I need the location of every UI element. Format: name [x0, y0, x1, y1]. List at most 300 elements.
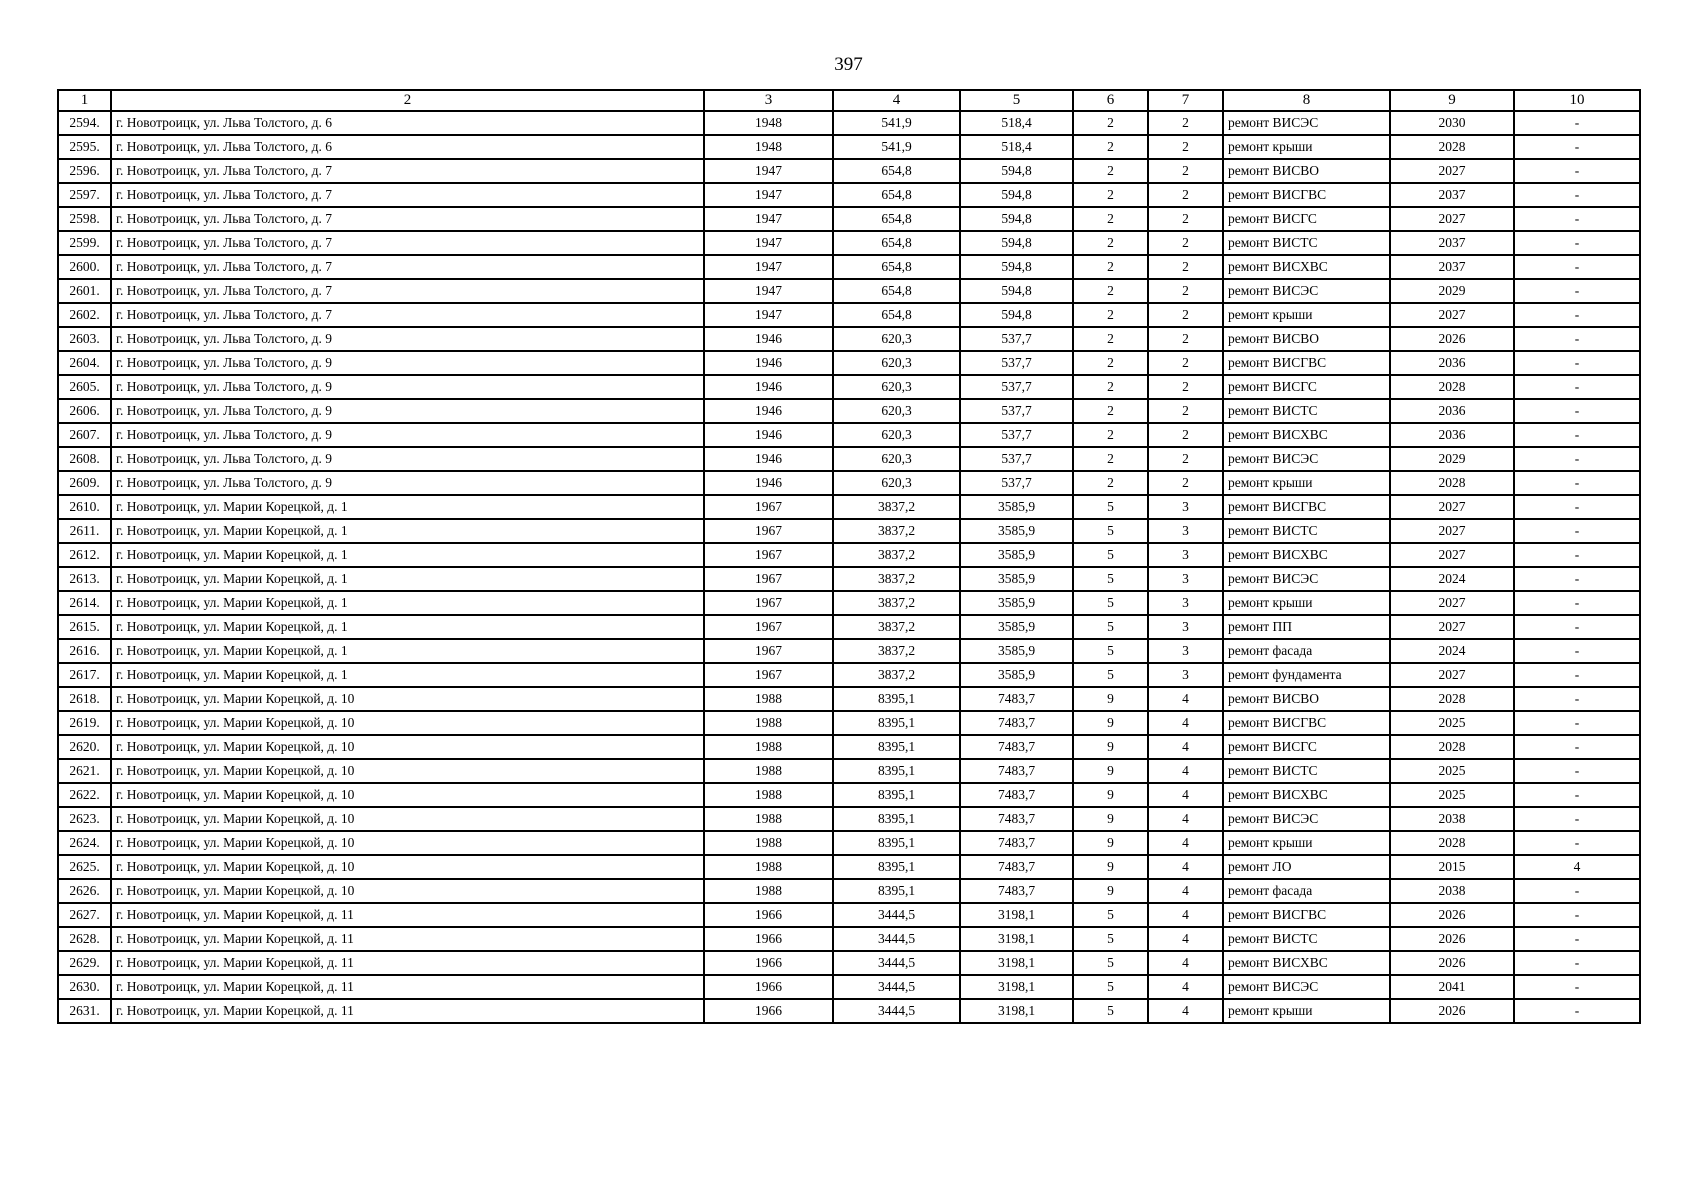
build-year-cell: 1947: [704, 183, 833, 207]
floors-cell: 5: [1073, 591, 1148, 615]
address-cell: г. Новотроицк, ул. Льва Толстого, д. 9: [111, 327, 704, 351]
living-area-cell: 3198,1: [960, 927, 1073, 951]
note-cell: -: [1514, 231, 1640, 255]
table-row: [58, 807, 1640, 831]
note-cell: -: [1514, 543, 1640, 567]
entrances-cell: 4: [1148, 831, 1223, 855]
table-row: [58, 351, 1640, 375]
build-year-cell: 1947: [704, 207, 833, 231]
total-area-cell: 3444,5: [833, 951, 960, 975]
living-area-cell: 594,8: [960, 159, 1073, 183]
planned-year-cell: 2037: [1390, 231, 1514, 255]
work-type-cell: ремонт ВИСТС: [1223, 399, 1390, 423]
total-area-cell: 3444,5: [833, 927, 960, 951]
entrances-cell: 3: [1148, 615, 1223, 639]
planned-year-cell: 2015: [1390, 855, 1514, 879]
work-type-cell: ремонт фундамента: [1223, 663, 1390, 687]
living-area-cell: 537,7: [960, 423, 1073, 447]
address-cell: г. Новотроицк, ул. Льва Толстого, д. 7: [111, 279, 704, 303]
entrances-cell: 4: [1148, 711, 1223, 735]
living-area-cell: 594,8: [960, 279, 1073, 303]
table-row: [58, 831, 1640, 855]
row-number-cell: 2628.: [58, 927, 111, 951]
work-type-cell: ремонт ВИСГВС: [1223, 183, 1390, 207]
total-area-cell: 3444,5: [833, 975, 960, 999]
table-row: [58, 903, 1640, 927]
work-type-cell: ремонт ВИСВО: [1223, 687, 1390, 711]
entrances-cell: 2: [1148, 207, 1223, 231]
address-cell: г. Новотроицк, ул. Льва Толстого, д. 7: [111, 303, 704, 327]
entrances-cell: 3: [1148, 519, 1223, 543]
table-body: [58, 111, 1640, 1023]
build-year-cell: 1946: [704, 327, 833, 351]
table-row: [58, 111, 1640, 135]
note-cell: -: [1514, 375, 1640, 399]
note-cell: -: [1514, 783, 1640, 807]
floors-cell: 5: [1073, 519, 1148, 543]
planned-year-cell: 2027: [1390, 159, 1514, 183]
total-area-cell: 8395,1: [833, 687, 960, 711]
note-cell: -: [1514, 423, 1640, 447]
living-area-cell: 3585,9: [960, 615, 1073, 639]
row-number-cell: 2627.: [58, 903, 111, 927]
build-year-cell: 1966: [704, 927, 833, 951]
planned-year-cell: 2037: [1390, 183, 1514, 207]
row-number-cell: 2617.: [58, 663, 111, 687]
build-year-cell: 1946: [704, 447, 833, 471]
floors-cell: 5: [1073, 567, 1148, 591]
row-number-cell: 2626.: [58, 879, 111, 903]
build-year-cell: 1967: [704, 639, 833, 663]
build-year-cell: 1947: [704, 279, 833, 303]
total-area-cell: 3837,2: [833, 543, 960, 567]
work-type-cell: ремонт ВИСТС: [1223, 759, 1390, 783]
work-type-cell: ремонт ЛО: [1223, 855, 1390, 879]
work-type-cell: ремонт крыши: [1223, 591, 1390, 615]
col-1-header: 1: [58, 90, 111, 111]
planned-year-cell: 2028: [1390, 687, 1514, 711]
note-cell: 4: [1514, 855, 1640, 879]
row-number-cell: 2611.: [58, 519, 111, 543]
address-cell: г. Новотроицк, ул. Льва Толстого, д. 7: [111, 255, 704, 279]
work-type-cell: ремонт крыши: [1223, 135, 1390, 159]
row-number-cell: 2598.: [58, 207, 111, 231]
floors-cell: 2: [1073, 135, 1148, 159]
table-row: [58, 711, 1640, 735]
total-area-cell: 8395,1: [833, 807, 960, 831]
build-year-cell: 1967: [704, 663, 833, 687]
address-cell: г. Новотроицк, ул. Марии Корецкой, д. 10: [111, 759, 704, 783]
work-type-cell: ремонт ВИСЭС: [1223, 447, 1390, 471]
entrances-cell: 4: [1148, 687, 1223, 711]
entrances-cell: 2: [1148, 351, 1223, 375]
col-8-header: 8: [1223, 90, 1390, 111]
work-type-cell: ремонт ВИСГС: [1223, 207, 1390, 231]
total-area-cell: 620,3: [833, 375, 960, 399]
planned-year-cell: 2041: [1390, 975, 1514, 999]
planned-year-cell: 2026: [1390, 999, 1514, 1023]
row-number-cell: 2603.: [58, 327, 111, 351]
work-type-cell: ремонт ВИСГВС: [1223, 495, 1390, 519]
table-row: [58, 399, 1640, 423]
table-row: [58, 375, 1640, 399]
entrances-cell: 2: [1148, 135, 1223, 159]
build-year-cell: 1947: [704, 255, 833, 279]
living-area-cell: 3585,9: [960, 663, 1073, 687]
entrances-cell: 2: [1148, 423, 1223, 447]
note-cell: -: [1514, 495, 1640, 519]
living-area-cell: 537,7: [960, 471, 1073, 495]
living-area-cell: 518,4: [960, 111, 1073, 135]
row-number-cell: 2613.: [58, 567, 111, 591]
address-cell: г. Новотроицк, ул. Марии Корецкой, д. 10: [111, 831, 704, 855]
entrances-cell: 2: [1148, 111, 1223, 135]
note-cell: -: [1514, 207, 1640, 231]
table-row: [58, 159, 1640, 183]
note-cell: -: [1514, 183, 1640, 207]
entrances-cell: 2: [1148, 327, 1223, 351]
col-4-header: 4: [833, 90, 960, 111]
floors-cell: 5: [1073, 615, 1148, 639]
work-type-cell: ремонт ВИСГС: [1223, 735, 1390, 759]
row-number-cell: 2595.: [58, 135, 111, 159]
address-cell: г. Новотроицк, ул. Марии Корецкой, д. 1: [111, 543, 704, 567]
floors-cell: 9: [1073, 807, 1148, 831]
work-type-cell: ремонт ВИСХВС: [1223, 951, 1390, 975]
planned-year-cell: 2036: [1390, 423, 1514, 447]
living-area-cell: 7483,7: [960, 831, 1073, 855]
col-2-header: 2: [111, 90, 704, 111]
work-type-cell: ремонт ВИСЭС: [1223, 279, 1390, 303]
work-type-cell: ремонт ВИСЭС: [1223, 111, 1390, 135]
floors-cell: 9: [1073, 759, 1148, 783]
build-year-cell: 1988: [704, 879, 833, 903]
planned-year-cell: 2028: [1390, 375, 1514, 399]
build-year-cell: 1947: [704, 231, 833, 255]
row-number-cell: 2618.: [58, 687, 111, 711]
total-area-cell: 541,9: [833, 135, 960, 159]
build-year-cell: 1988: [704, 687, 833, 711]
build-year-cell: 1967: [704, 615, 833, 639]
note-cell: -: [1514, 927, 1640, 951]
row-number-cell: 2623.: [58, 807, 111, 831]
address-cell: г. Новотроицк, ул. Марии Корецкой, д. 11: [111, 975, 704, 999]
living-area-cell: 537,7: [960, 399, 1073, 423]
living-area-cell: 518,4: [960, 135, 1073, 159]
build-year-cell: 1946: [704, 375, 833, 399]
work-type-cell: ремонт ВИСТС: [1223, 927, 1390, 951]
total-area-cell: 3837,2: [833, 495, 960, 519]
row-number-cell: 2601.: [58, 279, 111, 303]
floors-cell: 5: [1073, 903, 1148, 927]
floors-cell: 9: [1073, 831, 1148, 855]
note-cell: -: [1514, 591, 1640, 615]
planned-year-cell: 2025: [1390, 783, 1514, 807]
row-number-cell: 2630.: [58, 975, 111, 999]
build-year-cell: 1967: [704, 567, 833, 591]
row-number-cell: 2606.: [58, 399, 111, 423]
planned-year-cell: 2028: [1390, 135, 1514, 159]
table-row: [58, 543, 1640, 567]
floors-cell: 9: [1073, 879, 1148, 903]
living-area-cell: 3585,9: [960, 639, 1073, 663]
address-cell: г. Новотроицк, ул. Льва Толстого, д. 9: [111, 399, 704, 423]
note-cell: -: [1514, 735, 1640, 759]
planned-year-cell: 2027: [1390, 615, 1514, 639]
address-cell: г. Новотроицк, ул. Марии Корецкой, д. 1: [111, 591, 704, 615]
floors-cell: 9: [1073, 783, 1148, 807]
floors-cell: 5: [1073, 975, 1148, 999]
build-year-cell: 1946: [704, 351, 833, 375]
total-area-cell: 654,8: [833, 231, 960, 255]
row-number-cell: 2622.: [58, 783, 111, 807]
note-cell: -: [1514, 519, 1640, 543]
total-area-cell: 3444,5: [833, 999, 960, 1023]
note-cell: -: [1514, 351, 1640, 375]
col-6-header: 6: [1073, 90, 1148, 111]
table-row: [58, 735, 1640, 759]
address-cell: г. Новотроицк, ул. Марии Корецкой, д. 1: [111, 663, 704, 687]
row-number-cell: 2631.: [58, 999, 111, 1023]
table-row: [58, 687, 1640, 711]
living-area-cell: 7483,7: [960, 711, 1073, 735]
header-row: [58, 90, 1640, 111]
table-row: [58, 999, 1640, 1023]
entrances-cell: 2: [1148, 303, 1223, 327]
address-cell: г. Новотроицк, ул. Марии Корецкой, д. 11: [111, 951, 704, 975]
build-year-cell: 1967: [704, 495, 833, 519]
planned-year-cell: 2030: [1390, 111, 1514, 135]
build-year-cell: 1988: [704, 783, 833, 807]
address-cell: г. Новотроицк, ул. Льва Толстого, д. 7: [111, 231, 704, 255]
note-cell: -: [1514, 975, 1640, 999]
living-area-cell: 594,8: [960, 231, 1073, 255]
row-number-cell: 2621.: [58, 759, 111, 783]
build-year-cell: 1966: [704, 975, 833, 999]
address-cell: г. Новотроицк, ул. Марии Корецкой, д. 10: [111, 879, 704, 903]
table-row: [58, 135, 1640, 159]
living-area-cell: 3198,1: [960, 951, 1073, 975]
work-type-cell: ремонт ВИСВО: [1223, 327, 1390, 351]
total-area-cell: 654,8: [833, 255, 960, 279]
entrances-cell: 4: [1148, 999, 1223, 1023]
col-5-header: 5: [960, 90, 1073, 111]
total-area-cell: 3837,2: [833, 567, 960, 591]
row-number-cell: 2608.: [58, 447, 111, 471]
table-row: [58, 327, 1640, 351]
entrances-cell: 4: [1148, 855, 1223, 879]
build-year-cell: 1967: [704, 591, 833, 615]
floors-cell: 5: [1073, 495, 1148, 519]
address-cell: г. Новотроицк, ул. Марии Корецкой, д. 10: [111, 855, 704, 879]
total-area-cell: 3837,2: [833, 615, 960, 639]
floors-cell: 2: [1073, 279, 1148, 303]
entrances-cell: 4: [1148, 783, 1223, 807]
floors-cell: 2: [1073, 303, 1148, 327]
planned-year-cell: 2024: [1390, 567, 1514, 591]
table-row: [58, 279, 1640, 303]
address-cell: г. Новотроицк, ул. Марии Корецкой, д. 1: [111, 615, 704, 639]
entrances-cell: 4: [1148, 927, 1223, 951]
work-type-cell: ремонт фасада: [1223, 639, 1390, 663]
living-area-cell: 3585,9: [960, 519, 1073, 543]
total-area-cell: 620,3: [833, 423, 960, 447]
planned-year-cell: 2026: [1390, 927, 1514, 951]
planned-year-cell: 2036: [1390, 399, 1514, 423]
row-number-cell: 2599.: [58, 231, 111, 255]
build-year-cell: 1988: [704, 711, 833, 735]
work-type-cell: ремонт ПП: [1223, 615, 1390, 639]
build-year-cell: 1946: [704, 399, 833, 423]
living-area-cell: 7483,7: [960, 807, 1073, 831]
total-area-cell: 8395,1: [833, 831, 960, 855]
entrances-cell: 2: [1148, 279, 1223, 303]
table-row: [58, 855, 1640, 879]
work-type-cell: ремонт ВИСЭС: [1223, 567, 1390, 591]
row-number-cell: 2604.: [58, 351, 111, 375]
total-area-cell: 620,3: [833, 327, 960, 351]
build-year-cell: 1948: [704, 111, 833, 135]
living-area-cell: 7483,7: [960, 687, 1073, 711]
floors-cell: 9: [1073, 711, 1148, 735]
table-row: [58, 303, 1640, 327]
total-area-cell: 620,3: [833, 447, 960, 471]
note-cell: -: [1514, 111, 1640, 135]
row-number-cell: 2619.: [58, 711, 111, 735]
work-type-cell: ремонт крыши: [1223, 471, 1390, 495]
planned-year-cell: 2027: [1390, 303, 1514, 327]
floors-cell: 5: [1073, 639, 1148, 663]
living-area-cell: 3585,9: [960, 591, 1073, 615]
address-cell: г. Новотроицк, ул. Марии Корецкой, д. 1: [111, 495, 704, 519]
col-3-header: 3: [704, 90, 833, 111]
work-type-cell: ремонт ВИСХВС: [1223, 423, 1390, 447]
planned-year-cell: 2026: [1390, 951, 1514, 975]
living-area-cell: 3585,9: [960, 567, 1073, 591]
entrances-cell: 4: [1148, 759, 1223, 783]
floors-cell: 2: [1073, 351, 1148, 375]
note-cell: -: [1514, 159, 1640, 183]
total-area-cell: 654,8: [833, 159, 960, 183]
living-area-cell: 3585,9: [960, 543, 1073, 567]
note-cell: -: [1514, 711, 1640, 735]
living-area-cell: 3198,1: [960, 975, 1073, 999]
build-year-cell: 1988: [704, 759, 833, 783]
note-cell: -: [1514, 999, 1640, 1023]
row-number-cell: 2629.: [58, 951, 111, 975]
planned-year-cell: 2026: [1390, 903, 1514, 927]
work-type-cell: ремонт ВИСТС: [1223, 519, 1390, 543]
address-cell: г. Новотроицк, ул. Марии Корецкой, д. 10: [111, 687, 704, 711]
table-row: [58, 759, 1640, 783]
row-number-cell: 2625.: [58, 855, 111, 879]
total-area-cell: 3837,2: [833, 519, 960, 543]
entrances-cell: 4: [1148, 879, 1223, 903]
entrances-cell: 4: [1148, 735, 1223, 759]
total-area-cell: 654,8: [833, 183, 960, 207]
entrances-cell: 3: [1148, 495, 1223, 519]
address-cell: г. Новотроицк, ул. Льва Толстого, д. 7: [111, 159, 704, 183]
table-row: [58, 207, 1640, 231]
note-cell: -: [1514, 615, 1640, 639]
row-number-cell: 2614.: [58, 591, 111, 615]
floors-cell: 5: [1073, 951, 1148, 975]
planned-year-cell: 2027: [1390, 495, 1514, 519]
table-row: [58, 495, 1640, 519]
address-cell: г. Новотроицк, ул. Марии Корецкой, д. 10: [111, 807, 704, 831]
total-area-cell: 3837,2: [833, 591, 960, 615]
floors-cell: 2: [1073, 471, 1148, 495]
entrances-cell: 3: [1148, 591, 1223, 615]
total-area-cell: 620,3: [833, 351, 960, 375]
total-area-cell: 8395,1: [833, 759, 960, 783]
work-type-cell: ремонт ВИСХВС: [1223, 543, 1390, 567]
row-number-cell: 2615.: [58, 615, 111, 639]
floors-cell: 9: [1073, 735, 1148, 759]
note-cell: -: [1514, 567, 1640, 591]
address-cell: г. Новотроицк, ул. Марии Корецкой, д. 10: [111, 711, 704, 735]
work-type-cell: ремонт ВИСХВС: [1223, 783, 1390, 807]
address-cell: г. Новотроицк, ул. Марии Корецкой, д. 10: [111, 783, 704, 807]
table-row: [58, 183, 1640, 207]
build-year-cell: 1988: [704, 735, 833, 759]
living-area-cell: 7483,7: [960, 855, 1073, 879]
note-cell: -: [1514, 279, 1640, 303]
planned-year-cell: 2026: [1390, 327, 1514, 351]
note-cell: -: [1514, 471, 1640, 495]
note-cell: -: [1514, 759, 1640, 783]
entrances-cell: 3: [1148, 567, 1223, 591]
address-cell: г. Новотроицк, ул. Льва Толстого, д. 6: [111, 135, 704, 159]
planned-year-cell: 2038: [1390, 807, 1514, 831]
table-row: [58, 567, 1640, 591]
planned-year-cell: 2025: [1390, 759, 1514, 783]
note-cell: -: [1514, 639, 1640, 663]
work-type-cell: ремонт ВИСГВС: [1223, 903, 1390, 927]
planned-year-cell: 2028: [1390, 831, 1514, 855]
address-cell: г. Новотроицк, ул. Марии Корецкой, д. 11: [111, 903, 704, 927]
note-cell: -: [1514, 399, 1640, 423]
planned-year-cell: 2028: [1390, 735, 1514, 759]
work-type-cell: ремонт ВИСГВС: [1223, 351, 1390, 375]
table-row: [58, 663, 1640, 687]
entrances-cell: 3: [1148, 639, 1223, 663]
address-cell: г. Новотроицк, ул. Льва Толстого, д. 7: [111, 183, 704, 207]
entrances-cell: 4: [1148, 951, 1223, 975]
floors-cell: 5: [1073, 663, 1148, 687]
total-area-cell: 654,8: [833, 207, 960, 231]
build-year-cell: 1948: [704, 135, 833, 159]
work-type-cell: ремонт ВИСГС: [1223, 375, 1390, 399]
row-number-cell: 2602.: [58, 303, 111, 327]
address-cell: г. Новотроицк, ул. Льва Толстого, д. 9: [111, 471, 704, 495]
entrances-cell: 2: [1148, 159, 1223, 183]
build-year-cell: 1988: [704, 831, 833, 855]
floors-cell: 2: [1073, 159, 1148, 183]
note-cell: -: [1514, 303, 1640, 327]
living-area-cell: 3198,1: [960, 999, 1073, 1023]
row-number-cell: 2594.: [58, 111, 111, 135]
living-area-cell: 3198,1: [960, 903, 1073, 927]
work-type-cell: ремонт ВИСХВС: [1223, 255, 1390, 279]
table-row: [58, 231, 1640, 255]
floors-cell: 9: [1073, 687, 1148, 711]
living-area-cell: 594,8: [960, 207, 1073, 231]
total-area-cell: 620,3: [833, 399, 960, 423]
work-type-cell: ремонт ВИСВО: [1223, 159, 1390, 183]
floors-cell: 5: [1073, 543, 1148, 567]
work-type-cell: ремонт ВИСГВС: [1223, 711, 1390, 735]
